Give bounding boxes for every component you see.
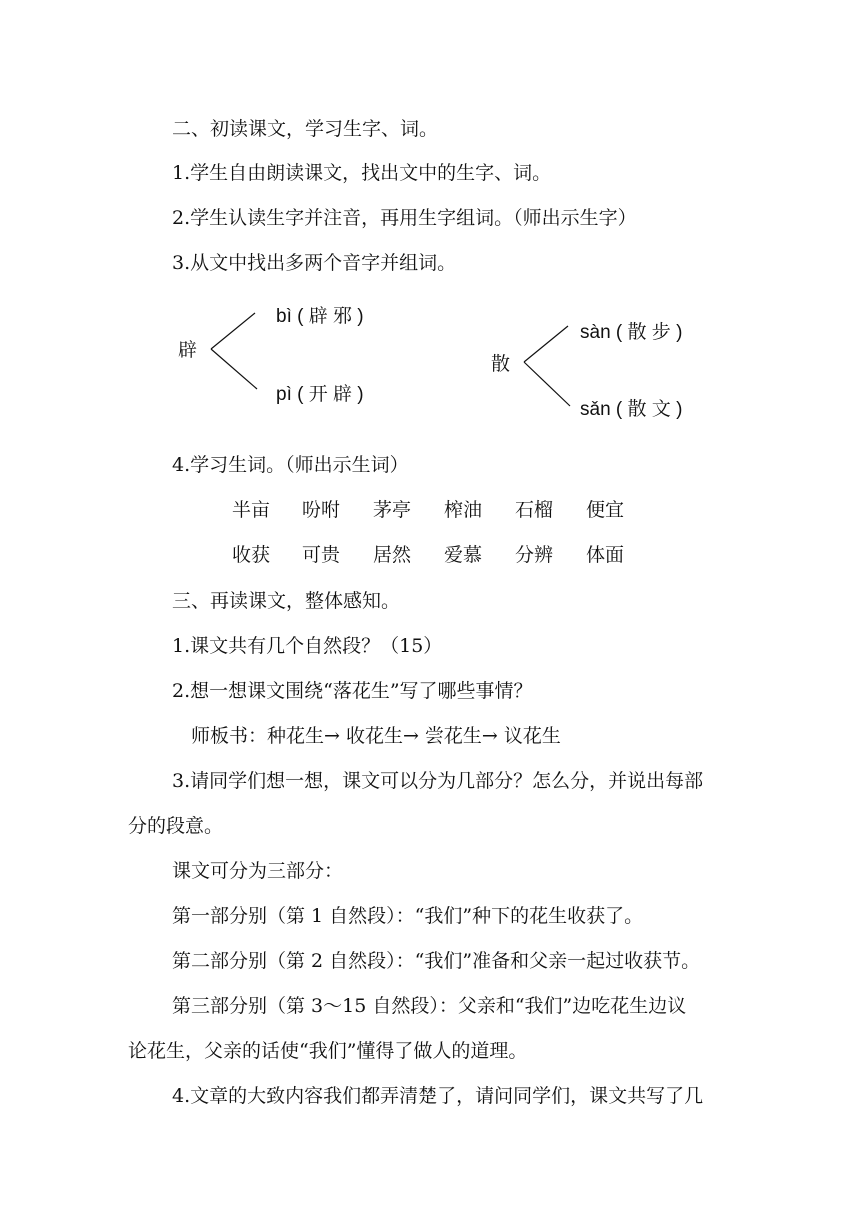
branch-san-lower	[524, 362, 570, 406]
section3-parts-intro: 课文可分为三部分：	[172, 860, 344, 882]
vocab-word: 爱慕	[444, 544, 483, 566]
vocab-word: 石榴	[515, 499, 554, 521]
section3-part3-line2: 论花生，父亲的话使“我们”懂得了做人的道理。	[128, 1040, 528, 1062]
section3-item2: 2.想一想课文围绕“落花生”写了哪些事情？	[172, 680, 533, 702]
section2-item3: 3.从文中找出多两个音字并组词。	[172, 252, 457, 274]
section2-item2: 2.学生认读生字并注音，再用生字组词。（师出示生字）	[172, 207, 637, 229]
branch-pi-upper	[211, 313, 255, 349]
section3-part2: 第二部分别（第 2 自然段）：“我们”准备和父亲一起过收获节。	[172, 950, 701, 972]
section3-heading: 三、再读课文，整体感知。	[172, 590, 401, 612]
section3-item4: 4.文章的大致内容我们都弄清楚了，请问同学们，课文共写了几	[172, 1085, 704, 1107]
polyphone-pi-reading2: pì ( 开 辟 )	[276, 384, 364, 405]
section3-board: 师板书：种花生→ 收花生→ 尝花生→ 议花生	[191, 725, 561, 747]
vocab-word: 吩咐	[302, 499, 341, 521]
polyphone-san-char: 散	[491, 353, 511, 375]
vocab-word: 半亩	[232, 499, 271, 521]
vocab-word: 榨油	[444, 499, 483, 521]
vocab-word: 茅亭	[373, 499, 412, 521]
polyphone-pi-char: 辟	[178, 339, 198, 361]
branch-san-upper	[524, 326, 568, 362]
polyphone-san-reading1: sàn ( 散 步 )	[580, 322, 683, 343]
section3-item1: 1.课文共有几个自然段？（15）	[172, 635, 443, 657]
section3-item3-line1: 3.请同学们想一想，课文可以分为几部分？怎么分，并说出每部	[172, 770, 704, 792]
vocab-word: 可贵	[302, 544, 341, 566]
branch-pi-lower	[211, 349, 257, 389]
vocab-word: 居然	[373, 544, 412, 566]
vocab-word: 收获	[232, 544, 271, 566]
vocab-item4: 4.学习生词。（师出示生词）	[172, 454, 409, 476]
polyphone-pi-reading1: bì ( 辟 邪 )	[276, 306, 364, 327]
section3-part1: 第一部分别（第 1 自然段）：“我们”种下的花生收获了。	[172, 905, 644, 927]
vocab-word: 分辨	[515, 544, 554, 566]
vocab-word: 体面	[586, 544, 625, 566]
section3-item3-line2: 分的段意。	[128, 815, 224, 837]
polyphone-san-reading2: sǎn ( 散 文 )	[580, 399, 683, 420]
section2-item1: 1.学生自由朗读课文，找出文中的生字、词。	[172, 162, 552, 184]
vocab-word: 便宜	[586, 499, 625, 521]
section2-heading: 二、初读课文，学习生字、词。	[172, 118, 439, 140]
section3-part3-line1: 第三部分别（第 3～15 自然段）：父亲和“我们”边吃花生边议	[172, 995, 687, 1017]
